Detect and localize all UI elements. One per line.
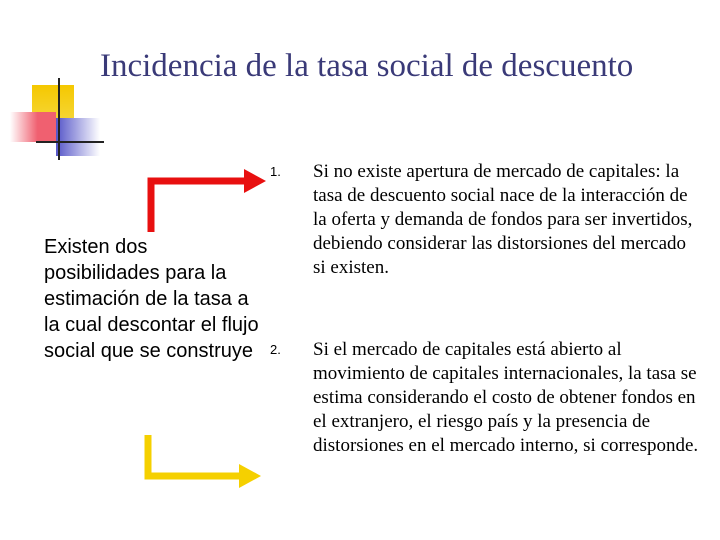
slide-title: Incidencia de la tasa social de descuento: [100, 48, 634, 84]
item-text: Si no existe apertura de mercado de capitales: la tasa de descuento social nace de la interacción de la oferta y demanda de fondos para ser invertidos, debiendo considerar las distorsiones del mercado si existen.: [313, 161, 693, 278]
corner-ornament-graphic: [0, 0, 110, 170]
item-number: 1.: [270, 164, 281, 179]
red-arrow-icon: [140, 160, 270, 240]
item-text: Si el mercado de capitales está abierto al movimiento de capitales internacionales, la tasa se estima considerando el costo de obtener fondos en el extranjero, el riesgo país y la presencia de distorsiones en el mercado interno, si corresponde.: [313, 339, 699, 456]
item-number: 2.: [270, 342, 281, 357]
yellow-arrow-icon: [135, 430, 275, 502]
corner-ornament: [0, 0, 110, 170]
intro-text: Existen dos posibilidades para la estimación de la tasa a la cual descontar el flujo social que se construye: [44, 236, 259, 362]
